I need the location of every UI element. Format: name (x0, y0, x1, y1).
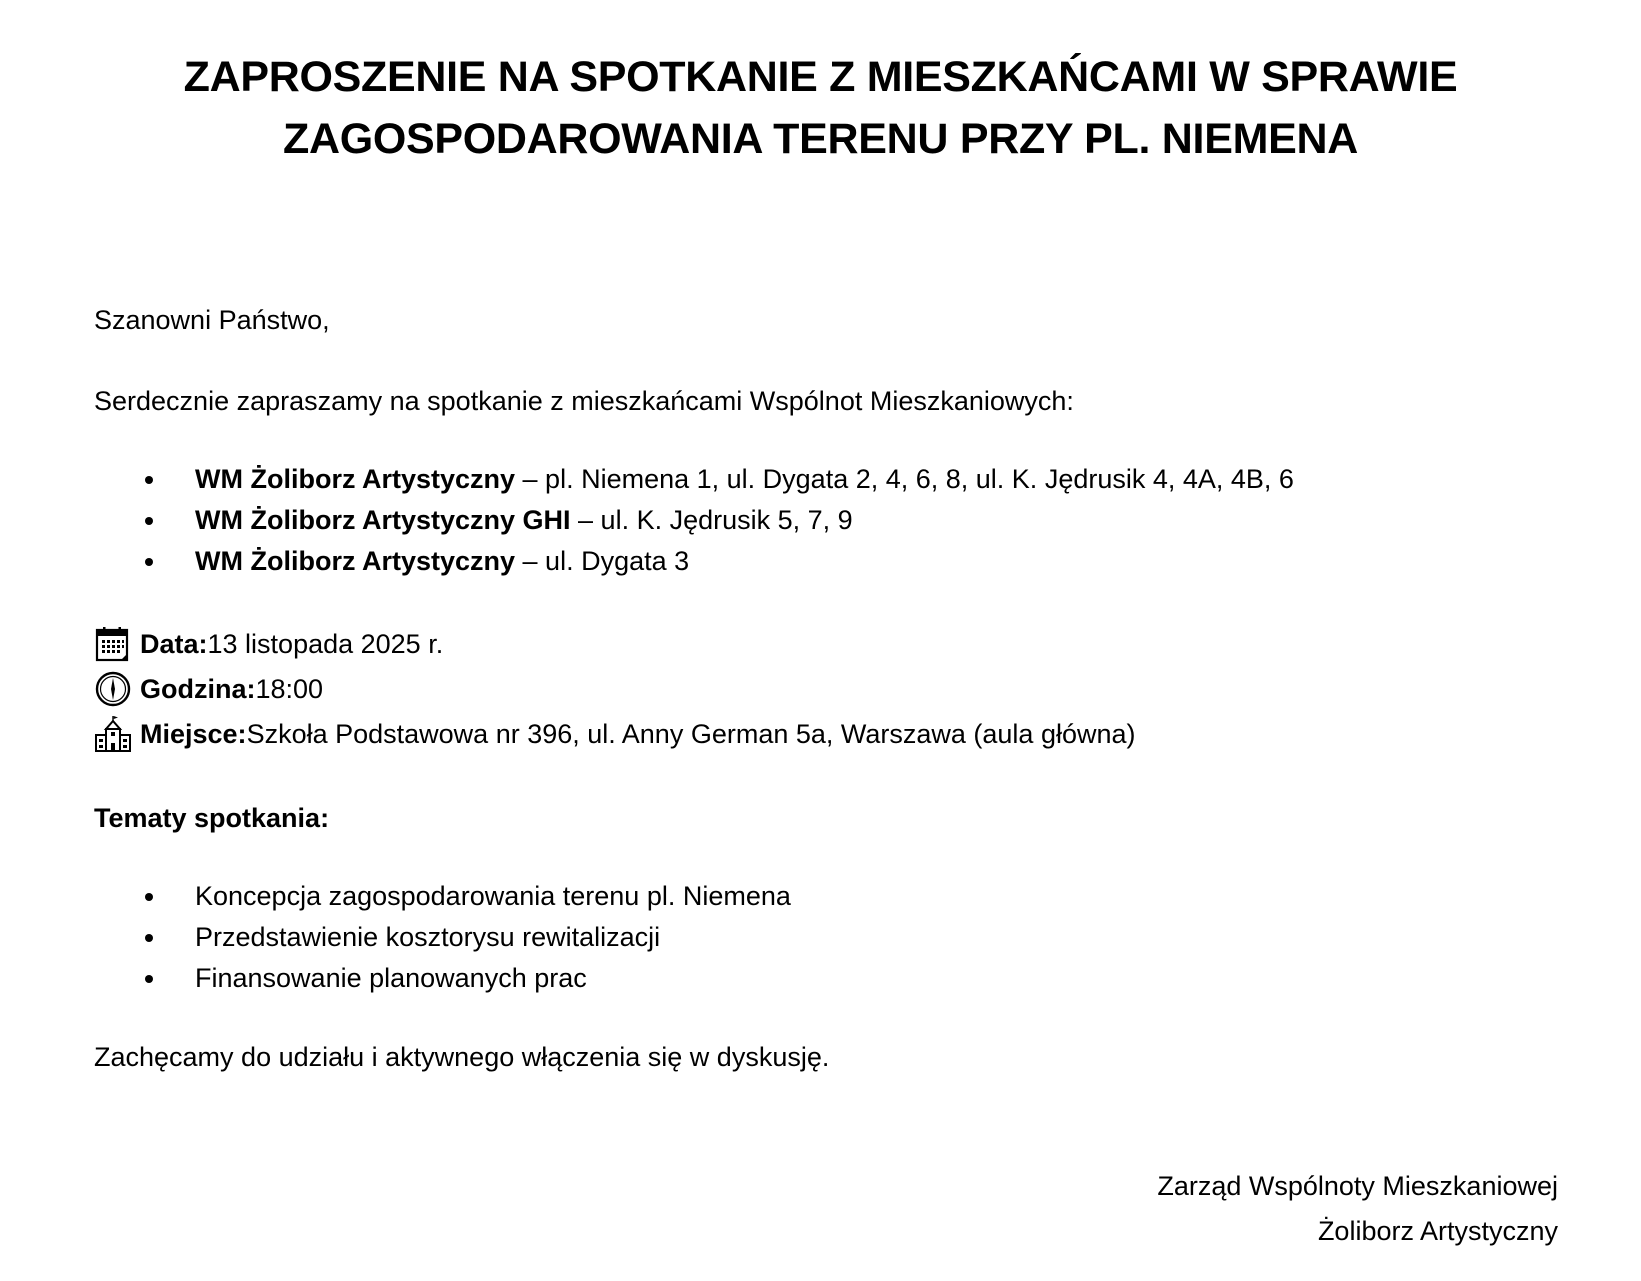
community-address: – pl. Niemena 1, ul. Dygata 2, 4, 6, 8, ul. K. Jędrusik 4, 4A, 4B, 6 (515, 464, 1294, 494)
communities-list (0, 459, 1294, 582)
page-title (60, 46, 1581, 170)
date-label: Data: (140, 629, 208, 659)
topics-heading: Tematy spotkania: (94, 803, 330, 833)
bullet-icon (145, 975, 153, 983)
bullet-icon (145, 558, 153, 566)
time-value: 18:00 (255, 674, 324, 704)
community-name: WM Żoliborz Artystyczny (195, 464, 516, 494)
community-address: – ul. K. Jędrusik 5, 7, 9 (570, 505, 853, 535)
signature-block (1157, 1164, 1558, 1254)
community-name: WM Żoliborz Artystyczny GHI (195, 505, 571, 535)
bullet-icon (145, 934, 153, 942)
topics-list (0, 876, 791, 999)
school-building-icon (94, 715, 132, 753)
time-row (94, 670, 323, 708)
list-item (0, 459, 1294, 500)
bullet-icon (145, 517, 153, 525)
place-row (94, 715, 1136, 753)
clock-icon (94, 670, 132, 708)
intro-paragraph: Serdecznie zapraszamy na spotkanie z mieszkańcami Wspólnot Mieszkaniowych: (94, 386, 1074, 416)
list-item (0, 917, 791, 958)
date-value: 13 listopada 2025 r. (207, 629, 444, 659)
list-item (0, 500, 1294, 541)
community-name: WM Żoliborz Artystyczny (195, 546, 516, 576)
closing-paragraph: Zachęcamy do udziału i aktywnego włączenia się w dyskusję. (94, 1042, 830, 1072)
list-item (0, 958, 791, 999)
bullet-icon (145, 893, 153, 901)
signature-line-1: Zarząd Wspólnoty Mieszkaniowej (1157, 1171, 1558, 1201)
signature-line-2: Żoliborz Artystyczny (1317, 1216, 1558, 1246)
title-line-2: ZAGOSPODAROWANIA TERENU PRZY PL. NIEMENA (282, 115, 1358, 163)
list-item (0, 541, 1294, 582)
bullet-icon (145, 476, 153, 484)
topic-text: Finansowanie planowanych prac (195, 963, 587, 993)
calendar-icon (94, 625, 132, 663)
community-address: – ul. Dygata 3 (515, 546, 690, 576)
date-row (94, 625, 443, 663)
title-line-1: ZAPROSZENIE NA SPOTKANIE Z MIESZKAŃCAMI W SPRAWIE (183, 53, 1458, 101)
topic-text: Koncepcja zagospodarowania terenu pl. Niemena (195, 881, 791, 911)
time-label: Godzina: (140, 674, 256, 704)
greeting: Szanowni Państwo, (94, 305, 330, 335)
topic-text: Przedstawienie kosztorysu rewitalizacji (195, 922, 661, 952)
place-label: Miejsce: (140, 719, 247, 749)
list-item (0, 876, 791, 917)
place-value: Szkoła Podstawowa nr 396, ul. Anny German 5a, Warszawa (aula główna) (246, 719, 1136, 749)
